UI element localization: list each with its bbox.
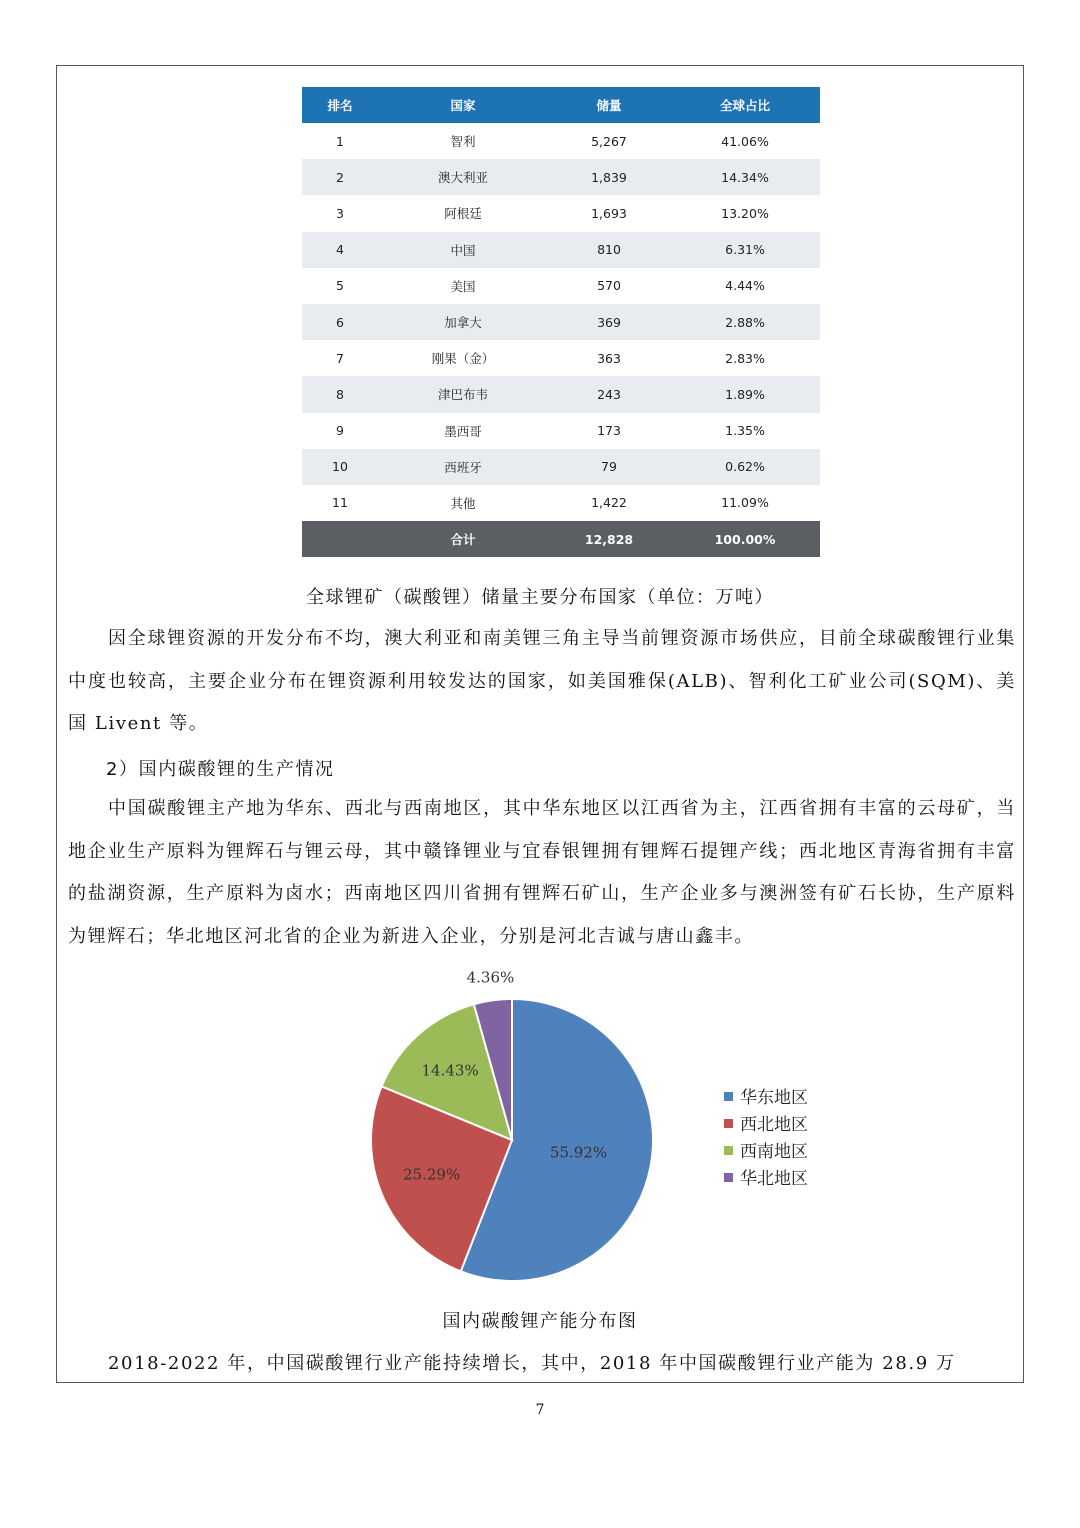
- table-row: [302, 123, 820, 159]
- cell-reserves: 243: [548, 376, 670, 412]
- cell-country: 澳大利亚: [378, 159, 548, 195]
- total-share: 100.00%: [670, 521, 820, 557]
- pie-slice-label: 55.92%: [549, 1143, 608, 1162]
- cell-share: 6.31%: [670, 232, 820, 268]
- cell-share: 41.06%: [670, 123, 820, 159]
- chart-caption: 国内碳酸锂产能分布图: [442, 1311, 638, 1332]
- cell-country: 美国: [378, 268, 548, 304]
- table-caption: 全球锂矿（碳酸锂）储量主要分布国家（单位：万吨）: [306, 587, 774, 608]
- pie-slices: [371, 999, 653, 1281]
- table-row: [302, 376, 820, 412]
- cell-reserves: 173: [548, 413, 670, 449]
- cell-share: 0.62%: [670, 449, 820, 485]
- legend-swatch: [724, 1119, 733, 1128]
- cell-share: 1.35%: [670, 413, 820, 449]
- legend-swatch: [724, 1173, 733, 1182]
- cell-reserves: 570: [548, 268, 670, 304]
- cell-rank: 8: [302, 376, 378, 412]
- table-row: [302, 413, 820, 449]
- cell-share: 2.88%: [670, 304, 820, 340]
- table-header-row: [302, 87, 820, 123]
- cell-reserves: 363: [548, 340, 670, 376]
- paragraph-capacity-growth: 2018-2022 年，中国碳酸锂行业产能持续增长，其中，2018 年中国碳酸锂行业产能为 28.9 万: [108, 1353, 956, 1374]
- section-heading: 2）国内碳酸锂的生产情况: [106, 759, 335, 780]
- total-country: 合计: [378, 521, 548, 557]
- cell-share: 14.34%: [670, 159, 820, 195]
- cell-country: 阿根廷: [378, 195, 548, 231]
- cell-reserves: 1,839: [548, 159, 670, 195]
- table-row: [302, 449, 820, 485]
- cell-rank: 10: [302, 449, 378, 485]
- legend-label: 华东地区: [740, 1088, 808, 1108]
- cell-rank: 7: [302, 340, 378, 376]
- table-row: [302, 159, 820, 195]
- legend-label: 华北地区: [740, 1169, 808, 1189]
- table-row: [302, 304, 820, 340]
- table-row: [302, 340, 820, 376]
- cell-country: 津巴布韦: [378, 376, 548, 412]
- cell-country: 刚果（金）: [378, 340, 548, 376]
- pie-legend: [724, 1088, 808, 1189]
- table-row: [302, 485, 820, 521]
- cell-country: 加拿大: [378, 304, 548, 340]
- pie-slice-label: 25.29%: [403, 1165, 461, 1184]
- cell-rank: 5: [302, 268, 378, 304]
- cell-country: 西班牙: [378, 449, 548, 485]
- cell-reserves: 810: [548, 232, 670, 268]
- legend-swatch: [724, 1146, 733, 1155]
- pie-slice-label: 14.43%: [421, 1061, 479, 1080]
- header-rank: 排名: [302, 87, 378, 123]
- cell-rank: 3: [302, 195, 378, 231]
- cell-country: 墨西哥: [378, 413, 548, 449]
- legend-label: 西北地区: [740, 1115, 808, 1135]
- cell-share: 2.83%: [670, 340, 820, 376]
- cell-reserves: 1,693: [548, 195, 670, 231]
- cell-rank: 2: [302, 159, 378, 195]
- page-number: 7: [535, 1402, 545, 1418]
- cell-reserves: 1,422: [548, 485, 670, 521]
- cell-country: 中国: [378, 232, 548, 268]
- header-share: 全球占比: [670, 87, 820, 123]
- cell-share: 4.44%: [670, 268, 820, 304]
- cell-share: 13.20%: [670, 195, 820, 231]
- table-row: [302, 268, 820, 304]
- legend-swatch: [724, 1092, 733, 1101]
- paragraph-domestic-production: 中国碳酸锂主产地为华东、西北与西南地区，其中华东地区以江西省为主，江西省拥有丰富的云母矿，当地企业生产原料为锂辉石与锂云母，其中赣锋锂业与宜春银锂拥有锂辉石提锂产线；西北地区青海省拥有丰富的盐湖资源，生产原料为卤水；西南地区四川省拥有锂辉石矿山，生产企业多与澳洲签有矿石长协，生产原料为锂辉石；华北地区河北省的企业为新进入企业，分别是河北吉诚与唐山鑫丰。: [68, 798, 1016, 947]
- table-row: [302, 232, 820, 268]
- total-reserves: 12,828: [548, 521, 670, 557]
- legend-label: 西南地区: [740, 1142, 808, 1162]
- cell-country: 其他: [378, 485, 548, 521]
- total-rank: [302, 521, 378, 557]
- cell-rank: 9: [302, 413, 378, 449]
- cell-rank: 4: [302, 232, 378, 268]
- cell-reserves: 5,267: [548, 123, 670, 159]
- cell-reserves: 79: [548, 449, 670, 485]
- header-reserves: 储量: [548, 87, 670, 123]
- table-row: [302, 195, 820, 231]
- cell-country: 智利: [378, 123, 548, 159]
- cell-reserves: 369: [548, 304, 670, 340]
- lithium-reserves-table: [302, 87, 820, 557]
- cell-rank: 1: [302, 123, 378, 159]
- cell-share: 1.89%: [670, 376, 820, 412]
- table-total-row: [302, 521, 820, 557]
- capacity-pie-chart: [360, 968, 840, 1288]
- paragraph-global-supply: 因全球锂资源的开发分布不均，澳大利亚和南美锂三角主导当前锂资源市场供应，目前全球碳酸锂行业集中度也较高，主要企业分布在锂资源利用较发达的国家，如美国雅保(ALB)、智利化工矿业公司(SQM)、美国 Livent 等。: [68, 628, 1016, 734]
- header-country: 国家: [378, 87, 548, 123]
- cell-rank: 11: [302, 485, 378, 521]
- cell-share: 11.09%: [670, 485, 820, 521]
- pie-slice-label: 4.36%: [466, 968, 515, 987]
- cell-rank: 6: [302, 304, 378, 340]
